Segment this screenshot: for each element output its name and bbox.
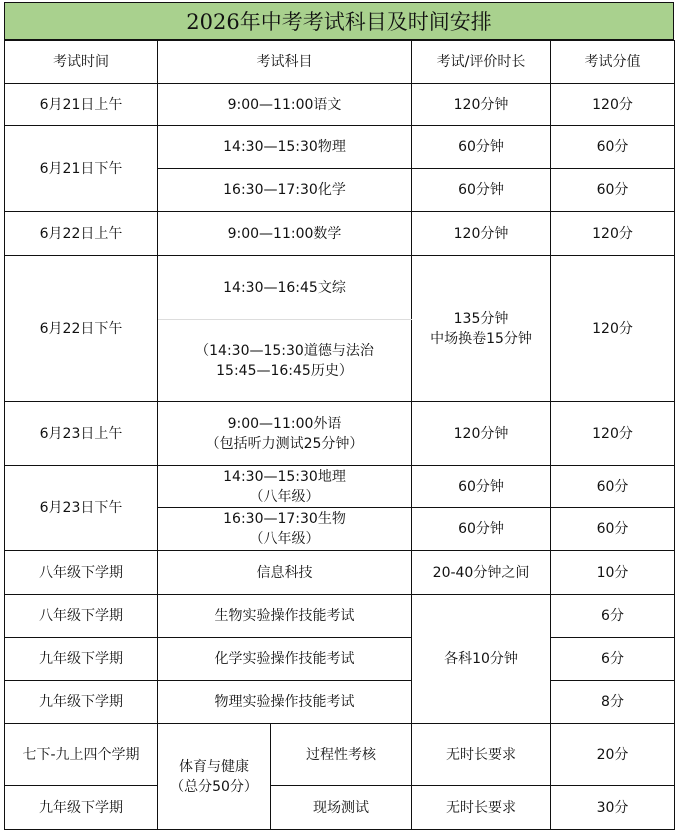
score-cell: 6分 bbox=[551, 638, 675, 681]
subject-cell: 14:30—15:30物理 bbox=[158, 126, 412, 169]
score-cell: 60分 bbox=[551, 169, 675, 212]
score-cell: 120分 bbox=[551, 402, 675, 466]
header-score: 考试分值 bbox=[551, 41, 675, 84]
duration-cell: 20-40分钟之间 bbox=[412, 551, 551, 595]
score-cell: 120分 bbox=[551, 256, 675, 402]
table-row bbox=[5, 256, 675, 320]
duration-cell: 60分钟 bbox=[412, 466, 551, 508]
time-cell: 6月21日上午 bbox=[5, 84, 158, 126]
table-row bbox=[5, 638, 675, 681]
score-cell: 30分 bbox=[551, 786, 675, 830]
subject-sub-cell: 现场测试 bbox=[271, 786, 412, 830]
subject-cell: 信息科技 bbox=[158, 551, 412, 595]
subject-cell bbox=[158, 508, 412, 551]
subject-line: （八年级） bbox=[249, 488, 320, 505]
time-cell: 6月21日下午 bbox=[5, 126, 158, 212]
subject-line: （14:30—15:30道德与法治 bbox=[195, 342, 374, 359]
score-cell: 60分 bbox=[551, 466, 675, 508]
subject-cell: 物理实验操作技能考试 bbox=[158, 681, 412, 724]
duration-cell: 各科10分钟 bbox=[412, 595, 551, 724]
duration-cell: 无时长要求 bbox=[412, 786, 551, 830]
duration-cell: 60分钟 bbox=[412, 126, 551, 169]
subject-line: 16:30—17:30生物 bbox=[223, 511, 346, 527]
subject-line: 15:45—16:45历史） bbox=[216, 362, 353, 379]
subject-line: （包括听力测试25分钟） bbox=[205, 435, 364, 452]
subject-cell: 生物实验操作技能考试 bbox=[158, 595, 412, 638]
header-duration: 考试/评价时长 bbox=[412, 41, 551, 84]
table-row bbox=[5, 466, 675, 508]
time-cell: 八年级下学期 bbox=[5, 551, 158, 595]
subject-cell: 9:00—11:00语文 bbox=[158, 84, 412, 126]
duration-cell: 无时长要求 bbox=[412, 724, 551, 786]
table-row bbox=[5, 595, 675, 638]
table-title: 2026年中考考试科目及时间安排 bbox=[4, 2, 674, 40]
table-row bbox=[5, 724, 675, 786]
duration-cell: 120分钟 bbox=[412, 212, 551, 256]
time-cell: 6月23日下午 bbox=[5, 466, 158, 551]
duration-cell bbox=[412, 256, 551, 402]
subject-cell bbox=[158, 320, 412, 402]
score-cell: 10分 bbox=[551, 551, 675, 595]
table-row bbox=[5, 212, 675, 256]
subject-line: 体育与健康 bbox=[179, 758, 249, 775]
duration-line: 中场换卷15分钟 bbox=[430, 330, 532, 347]
subject-line: （八年级） bbox=[249, 531, 320, 547]
time-cell: 九年级下学期 bbox=[5, 681, 158, 724]
table-row bbox=[5, 551, 675, 595]
subject-cell: 16:30—17:30化学 bbox=[158, 169, 412, 212]
subject-group-cell bbox=[158, 724, 271, 830]
subject-cell: 化学实验操作技能考试 bbox=[158, 638, 412, 681]
table-row bbox=[5, 84, 675, 126]
header-subject: 考试科目 bbox=[158, 41, 412, 84]
subject-line: （总分50分） bbox=[170, 778, 258, 795]
subject-sub-cell: 过程性考核 bbox=[271, 724, 412, 786]
score-cell: 60分 bbox=[551, 126, 675, 169]
duration-cell: 120分钟 bbox=[412, 84, 551, 126]
table-row bbox=[5, 402, 675, 466]
subject-line: 14:30—15:30地理 bbox=[223, 468, 346, 485]
subject-line: 9:00—11:00外语 bbox=[227, 415, 342, 432]
header-row bbox=[5, 41, 675, 84]
duration-cell: 120分钟 bbox=[412, 402, 551, 466]
duration-line: 135分钟 bbox=[453, 310, 509, 327]
subject-cell: 14:30—16:45文综 bbox=[158, 256, 412, 320]
time-cell: 6月22日上午 bbox=[5, 212, 158, 256]
time-cell: 九年级下学期 bbox=[5, 786, 158, 830]
score-cell: 8分 bbox=[551, 681, 675, 724]
time-cell: 6月22日下午 bbox=[5, 256, 158, 402]
score-cell: 20分 bbox=[551, 724, 675, 786]
subject-cell bbox=[158, 466, 412, 508]
score-cell: 6分 bbox=[551, 595, 675, 638]
table-row bbox=[5, 126, 675, 169]
score-cell: 60分 bbox=[551, 508, 675, 551]
time-cell: 七下-九上四个学期 bbox=[5, 724, 158, 786]
duration-cell: 60分钟 bbox=[412, 169, 551, 212]
table-row bbox=[5, 681, 675, 724]
subject-cell: 9:00—11:00数学 bbox=[158, 212, 412, 256]
header-time: 考试时间 bbox=[5, 41, 158, 84]
time-cell: 6月23日上午 bbox=[5, 402, 158, 466]
time-cell: 八年级下学期 bbox=[5, 595, 158, 638]
table-row bbox=[5, 786, 675, 830]
subject-cell bbox=[158, 402, 412, 466]
duration-cell: 60分钟 bbox=[412, 508, 551, 551]
score-cell: 120分 bbox=[551, 212, 675, 256]
score-cell: 120分 bbox=[551, 84, 675, 126]
time-cell: 九年级下学期 bbox=[5, 638, 158, 681]
exam-schedule-table bbox=[4, 40, 675, 830]
